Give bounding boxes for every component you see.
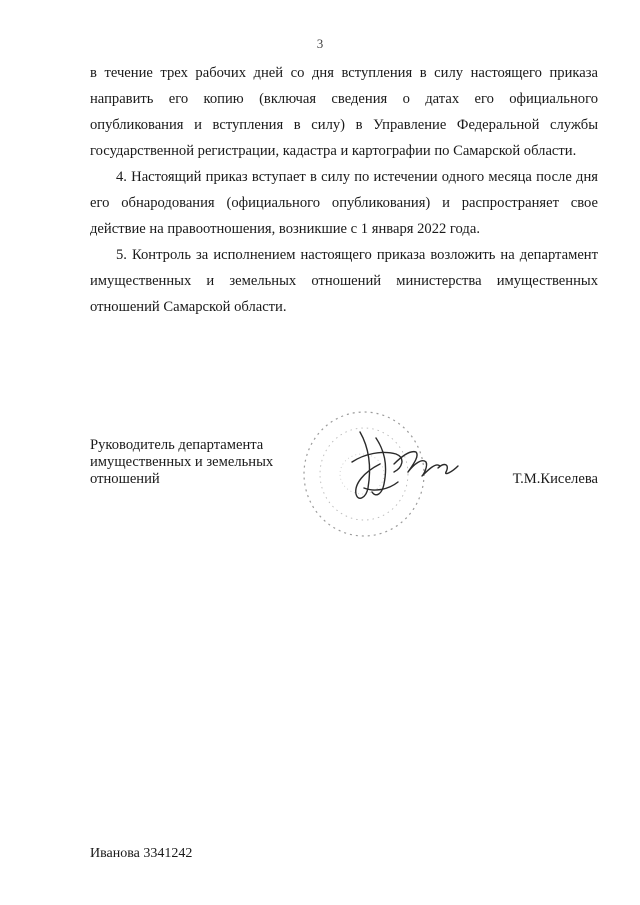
paragraph-item-4: 4. Настоящий приказ вступает в силу по истечении одного месяца после дня его обнародования (официального опубликования) и распространяет свое действие на правоотношения, возникшие с 1 января 2022 года.	[90, 169, 598, 237]
signatory-title-line: отношений	[90, 471, 160, 487]
signature-strokes	[352, 432, 458, 498]
signatory-title-line: имущественных и земельных	[90, 454, 274, 470]
signatory-title-line: Руководитель департамента	[90, 437, 264, 453]
paragraph-item-5: 5. Контроль за исполнением настоящего приказа возложить на департамент имущественных и земельных отношений министерства имущественных отношений Самарской области.	[90, 247, 598, 315]
executor-note: Иванова 3341242	[90, 846, 193, 861]
seal-center-mark	[340, 454, 384, 494]
signatory-title	[90, 437, 300, 488]
paragraph-continuation: в течение трех рабочих дней со дня вступления в силу настоящего приказа направить его копию (включая сведения о датах его официального опубликования и вступления в силу) в Управление Федеральной службы государственной регистрации, кадастра и картографии по Самарской области.	[90, 65, 598, 159]
seal-outer-ring	[304, 412, 424, 536]
signatory-name: Т.М.Киселева	[512, 471, 598, 487]
stamp-with-signature	[298, 402, 464, 544]
page-number: 3	[316, 36, 324, 51]
document-body	[90, 60, 598, 320]
